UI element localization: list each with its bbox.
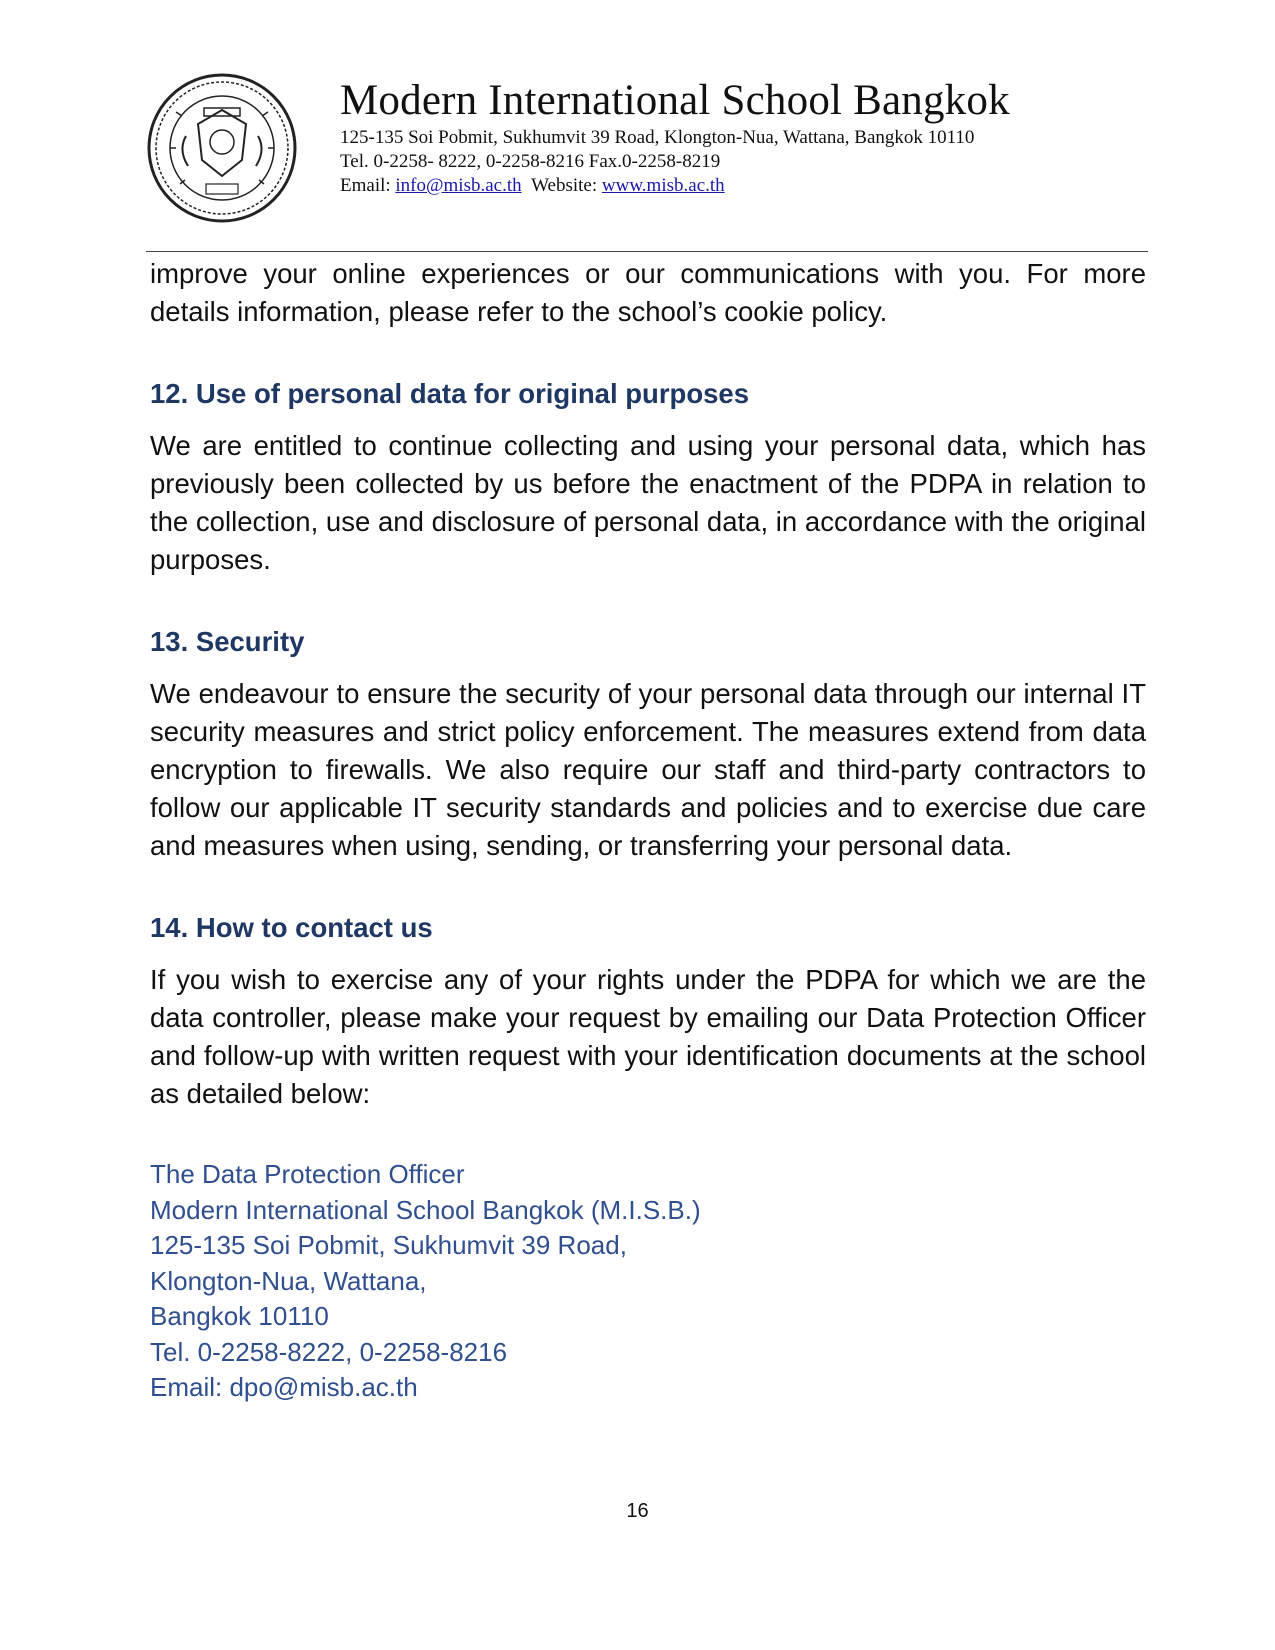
contact-line: The Data Protection Officer bbox=[150, 1159, 465, 1189]
school-seal-logo bbox=[146, 72, 298, 224]
contact-email[interactable]: Email: dpo@misb.ac.th bbox=[150, 1372, 418, 1402]
contact-line: Klongton-Nua, Wattana, bbox=[150, 1265, 427, 1296]
dpo-contact-block bbox=[150, 1157, 1146, 1406]
letterhead bbox=[340, 76, 1200, 198]
page-number: 16 bbox=[626, 1500, 649, 1522]
contact-line: Bangkok 10110 bbox=[150, 1301, 329, 1331]
email-link[interactable]: info@misb.ac.th bbox=[395, 175, 522, 196]
section-heading-13: 13. Security bbox=[150, 626, 305, 657]
intro-paragraph: improve your online experiences or our communications with you. For more details information, please refer to the school’s cookie policy. bbox=[150, 258, 1146, 327]
email-label: Email: bbox=[340, 175, 396, 196]
website-label: Website: bbox=[531, 175, 602, 196]
section-body-12: We are entitled to continue collecting and using your personal data, which has previously been collected by us before the enactment of the PDPA in relation to the collection, use and disclosure of personal data, in accordance with the original purposes. bbox=[150, 430, 1146, 575]
school-address: 125-135 Soi Pobmit, Sukhumvit 39 Road, Klongton-Nua, Wattana, Bangkok 10110 bbox=[340, 127, 975, 148]
header-divider bbox=[146, 251, 1148, 252]
page-content bbox=[150, 255, 1146, 1406]
section-body-14: If you wish to exercise any of your rights under the PDPA for which we are the data controller, please make your request by emailing our Data Protection Officer and follow-up with written request with your identification documents at the school as detailed below: bbox=[150, 964, 1146, 1109]
school-contact-links bbox=[340, 174, 1200, 198]
section-heading-12: 12. Use of personal data for original purposes bbox=[150, 378, 750, 409]
section-heading-14: 14. How to contact us bbox=[150, 912, 433, 943]
contact-line: Modern International School Bangkok (M.I.S.B.) bbox=[150, 1194, 701, 1225]
school-phone: Tel. 0-2258- 8222, 0-2258-8216 Fax.0-2258-8219 bbox=[340, 151, 721, 172]
school-name: Modern International School Bangkok bbox=[340, 77, 1010, 124]
contact-line: 125-135 Soi Pobmit, Sukhumvit 39 Road, bbox=[150, 1230, 627, 1260]
section-body-13: We endeavour to ensure the security of your personal data through our internal IT security measures and strict policy enforcement. The measures extend from data encryption to firewalls. We also require our staff and third-party contractors to follow our applicable IT security standards and policies and to exercise due care and measures when using, sending, or transferring your personal data. bbox=[150, 678, 1146, 861]
contact-line: Tel. 0-2258-8222, 0-2258-8216 bbox=[150, 1336, 508, 1367]
website-link[interactable]: www.misb.ac.th bbox=[601, 175, 725, 196]
